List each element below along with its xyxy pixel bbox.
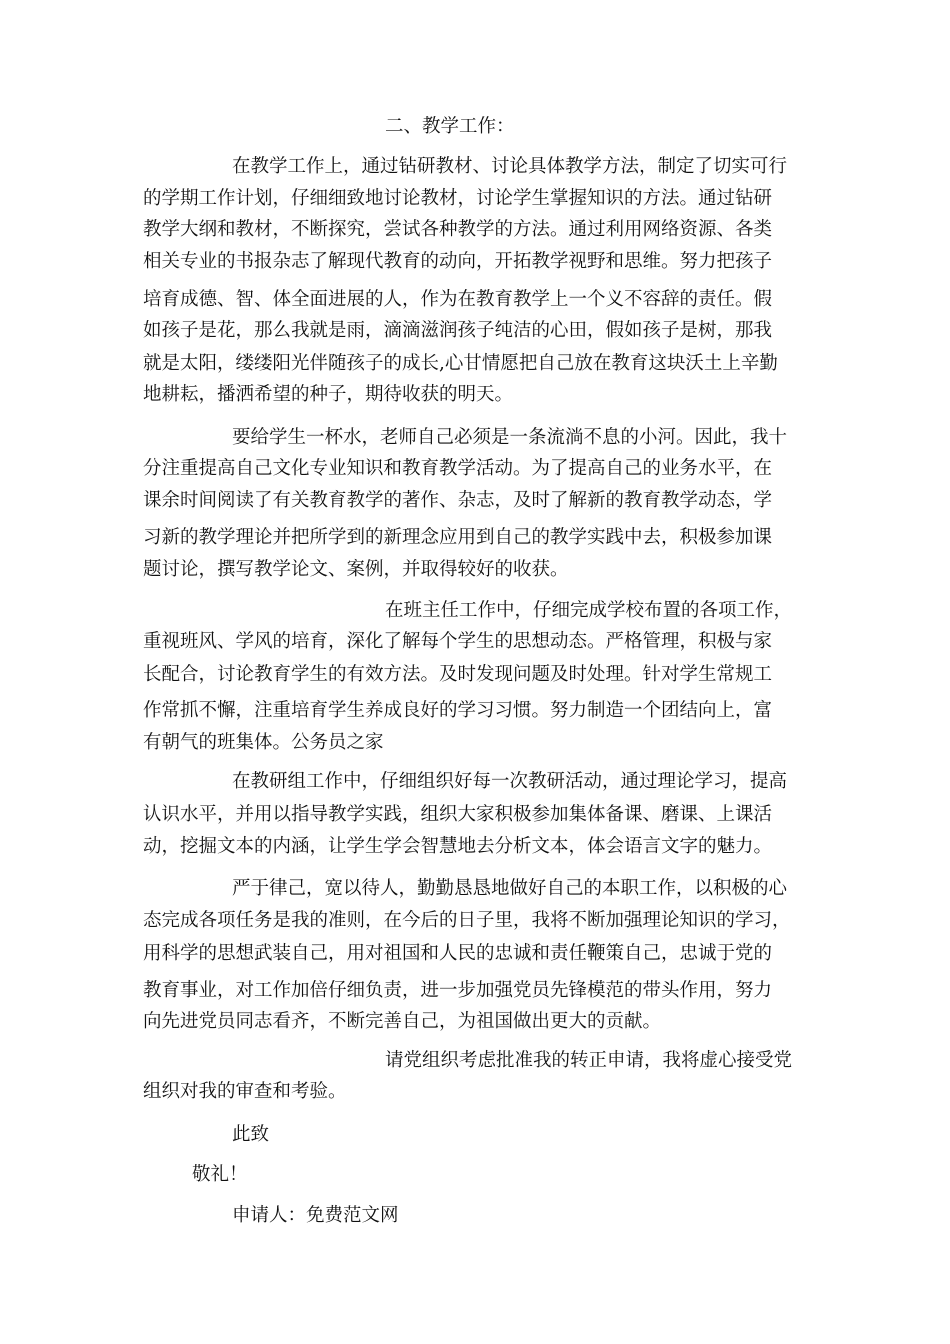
applicant-signature: 申请人：免费范文网: [232, 1205, 399, 1226]
paragraph-line: 认识水平，并用以指导教学实践，组织大家积极参加集体备课、磨课、上课活: [143, 804, 773, 825]
paragraph-line: 如孩子是花，那么我就是雨，滴滴滋润孩子纯洁的心田，假如孩子是树，那我: [143, 320, 773, 341]
paragraph-line: 习新的教学理论并把所学到的新理念应用到自己的教学实践中去，积极参加课: [143, 527, 773, 548]
paragraph-line: 就是太阳，缕缕阳光伴随孩子的成长,心甘情愿把自己放在教育这块沃土上辛勤: [143, 353, 778, 374]
paragraph-line: 的学期工作计划，仔细细致地讨论教材，讨论学生掌握知识的方法。通过钻研: [143, 188, 773, 209]
paragraph-line: 态完成各项任务是我的准则，在今后的日子里，我将不断加强理论知识的学习，: [143, 910, 791, 931]
section-heading: 二、教学工作：: [385, 116, 515, 137]
paragraph-line: 作常抓不懈，注重培育学生养成良好的学习习惯。努力制造一个团结向上，富: [143, 700, 773, 721]
paragraph-line: 地耕耘，播洒希望的种子，期待收获的明天。: [143, 384, 514, 405]
paragraph-line: 有朝气的班集体。公务员之家: [143, 732, 384, 753]
paragraph-line: 在班主任工作中，仔细完成学校布置的各项工作，: [385, 600, 793, 621]
regards: 敬礼！: [192, 1164, 248, 1185]
paragraph-line: 请党组织考虑批准我的转正申请，我将虚心接受党: [385, 1050, 793, 1071]
paragraph-line: 课余时间阅读了有关教育教学的著作、杂志，及时了解新的教育教学动态，学: [143, 490, 773, 511]
paragraph-line: 要给学生一杯水，老师自己必须是一条流淌不息的小河。因此，我十: [232, 427, 788, 448]
paragraph-line: 长配合，讨论教育学生的有效方法。及时发现问题及时处理。针对学生常规工: [143, 664, 773, 685]
paragraph-line: 分注重提高自己文化专业知识和教育教学活动。为了提高自己的业务水平，在: [143, 458, 773, 479]
paragraph-line: 重视班风、学风的培育，深化了解每个学生的思想动态。严格管理，积极与家: [143, 631, 773, 652]
paragraph-line: 教学大纲和教材，不断探究，尝试各种教学的方法。通过利用网络资源、各类: [143, 219, 773, 240]
paragraph-line: 教育事业，对工作加倍仔细负责，进一步加强党员先锋模范的带头作用，努力: [143, 980, 773, 1001]
paragraph-line: 在教学工作上，通过钻研教材、讨论具体教学方法，制定了切实可行: [232, 156, 788, 177]
paragraph-line: 题讨论，撰写教学论文、案例，并取得较好的收获。: [143, 559, 569, 580]
paragraph-line: 向先进党员同志看齐，不断完善自己，为祖国做出更大的贡献。: [143, 1011, 662, 1032]
paragraph-line: 培育成德、智、体全面进展的人，作为在教育教学上一个义不容辞的责任。假: [143, 289, 773, 310]
paragraph-line: 严于律己，宽以待人，勤勤恳恳地做好自己的本职工作，以积极的心: [232, 878, 788, 899]
paragraph-line: 组织对我的审查和考验。: [143, 1081, 347, 1102]
paragraph-line: 动，挖掘文本的内涵，让学生学会智慧地去分析文本，体会语言文字的魅力。: [143, 836, 773, 857]
paragraph-line: 在教研组工作中，仔细组织好每一次教研活动，通过理论学习，提高: [232, 771, 788, 792]
paragraph-line: 相关专业的书报杂志了解现代教育的动向，开拓教学视野和思维。努力把孩子: [143, 251, 773, 272]
paragraph-line: 用科学的思想武装自己，用对祖国和人民的忠诚和责任鞭策自己，忠诚于党的: [143, 943, 773, 964]
salutation: 此致: [232, 1124, 270, 1145]
